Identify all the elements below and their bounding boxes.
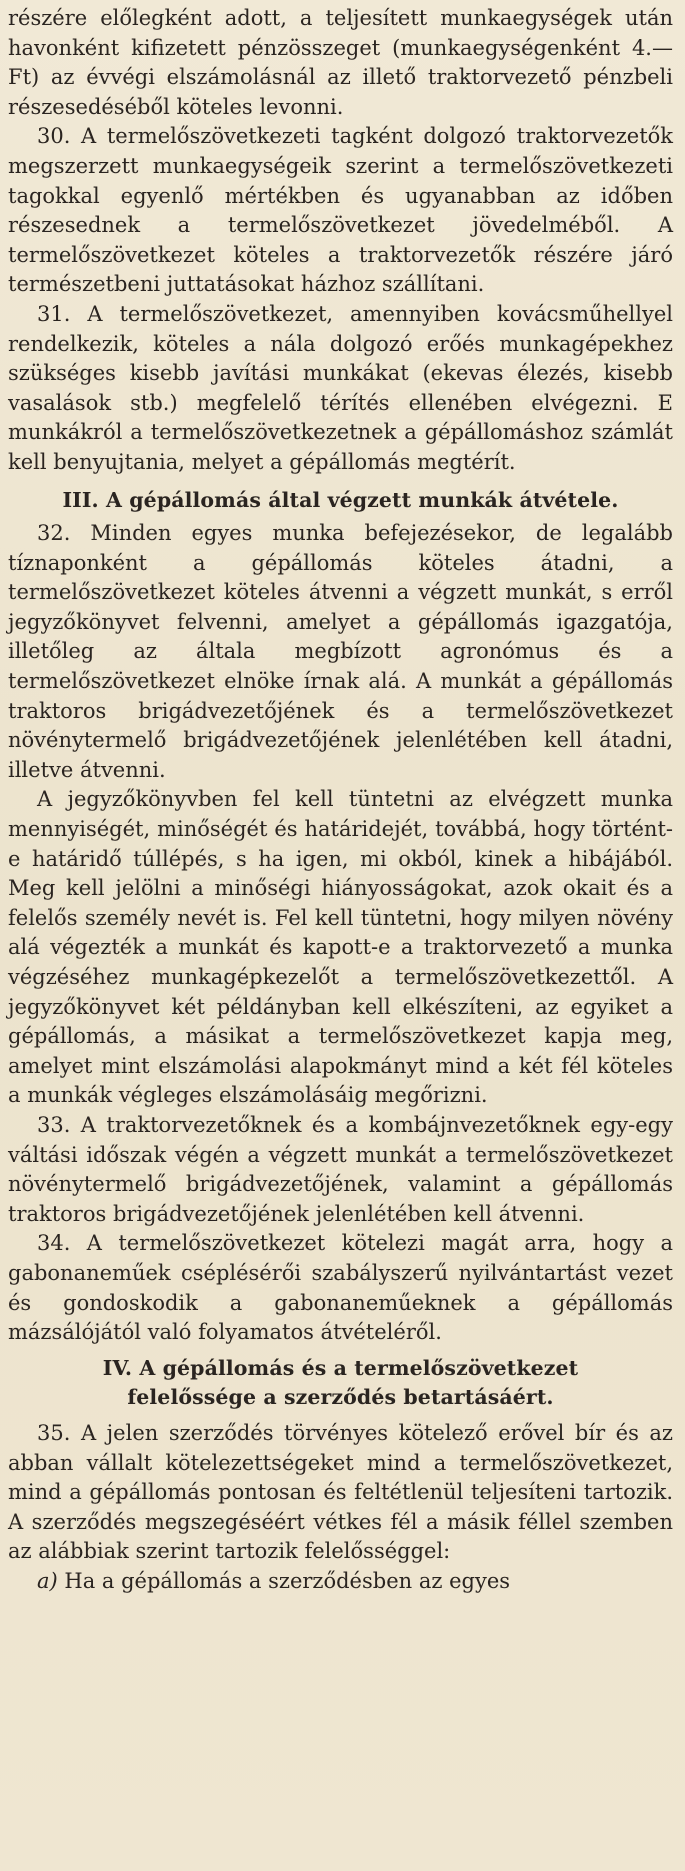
section-heading-4-line-2: felelőssége a szerződés betartásáért. xyxy=(127,1385,554,1410)
paragraph-33: 33. A traktorvezetőknek és a kombájnvezetőknek egy-egy váltási időszak végén a végzett munkát a termelőszövetkezet növénytermelő brigádvezetőjének, valamint a gépállomás traktoros brigádvezetőjének jelenlétében kell átvenni. xyxy=(8,1112,673,1226)
paragraph-continuation: részére előlegként adott, a teljesített munkaegységek után havonként kifizetett pénzösszeget (munkaegységenként 4.— Ft) az évvégi elszámolásnál az illető traktorvezető pénzbeli részesedéséből köteles levonni. xyxy=(8,6,673,119)
list-label-a: a) xyxy=(37,1568,58,1593)
paragraph-32-protocol: A jegyzőkönyvben fel kell tüntetni az elvégzett munka mennyiségét, minőségét és határidejét, továbbá, hogy történt-e határidő túllépés, s ha igen, mi okból, kinek a hibájából. Meg kell jelölni a minőségi hiányosságokat, azok okait és a felelős személy nevét is. Fel kell tüntetni, hogy milyen növény alá végezték a munkát és kapott-e a traktorvezető a munka végzéséhez munkagépkezelőt a termelőszövetkezettől. A jegyzőkönyvet két példányban kell elkészíteni, az egyiket a gépállomás, a másikat a termelőszövetkezet kapja meg, amelyet mint elszámolási alapokmányt mind a két fél köteles a munkák végleges elszámolásáig megőrizni. xyxy=(8,787,673,1108)
paragraph-35-a xyxy=(8,1567,673,1597)
paragraph-32: 32. Minden egyes munka befejezésekor, de legalább tíznaponként a gépállomás köteles átadni, a termelőszövetkezet köteles átvenni a végzett munkát, s erről jegyzőkönyvet felvenni, amelyet a gépállomás igazgatója, illetőleg az általa megbízott agronómus és a termelőszövetkezet elnöke írnak alá. A munkát a gépállomás traktoros brigádvezetőjének és a termelőszövetkezet növénytermelő brigádvezetőjének jelenlétében kell átadni, illetve átvenni. xyxy=(8,521,673,782)
section-heading-4-line-1: IV. A gépállomás és a termelőszövetkezet xyxy=(102,1355,579,1380)
paragraph-30: 30. A termelőszövetkezeti tagként dolgozó traktorvezetők megszerzett munkaegységeik szerint a termelőszövetkezeti tagokkal egyenlő mértékben és ugyanabban az időben részesednek a termelőszövetkezet jövedelméből. A termelőszövetkezet köteles a traktorvezetők részére járó természetbeni juttatásokat házhoz szállítani. xyxy=(8,124,673,297)
paragraph-31: 31. A termelőszövetkezet, amennyiben kovácsműhellyel rendelkezik, köteles a nála dolgozó erőés munkagépekhez szükséges kisebb javítási munkákat (ekevas élezés, kisebb vasalások stb.) megfelelő térítés ellenében elvégezni. E munkákról a termelőszövetkezetnek a gépállomáshoz számlát kell benyujtania, melyet a gépállomás megtérít. xyxy=(8,301,673,474)
paragraph-35: 35. A jelen szerződés törvényes kötelező erővel bír és az abban vállalt kötelezettségeket mind a termelőszövetkezet, mind a gépállomás pontosan és feltétlenül teljesíteni tartozik. A szerződés megszegéséért vétkes fél a másik féllel szemben az alábbiak szerint tartozik felelősséggel: xyxy=(8,1420,673,1564)
section-heading-3: III. A gépállomás által végzett munkák átvétele. xyxy=(62,487,619,512)
section-heading-4 xyxy=(8,1354,673,1413)
paragraph-34: 34. A termelőszövetkezet kötelezi magát arra, hogy a gabonaneműek cséplésérői szabályszerű nyilvántartást vezet és gondoskodik a gabonaneműeknek a gépállomás mázsálójától való folyamatos átvételéről. xyxy=(8,1231,673,1345)
list-item-a-text: Ha a gépállomás a szerződésben az egyes xyxy=(64,1568,511,1593)
